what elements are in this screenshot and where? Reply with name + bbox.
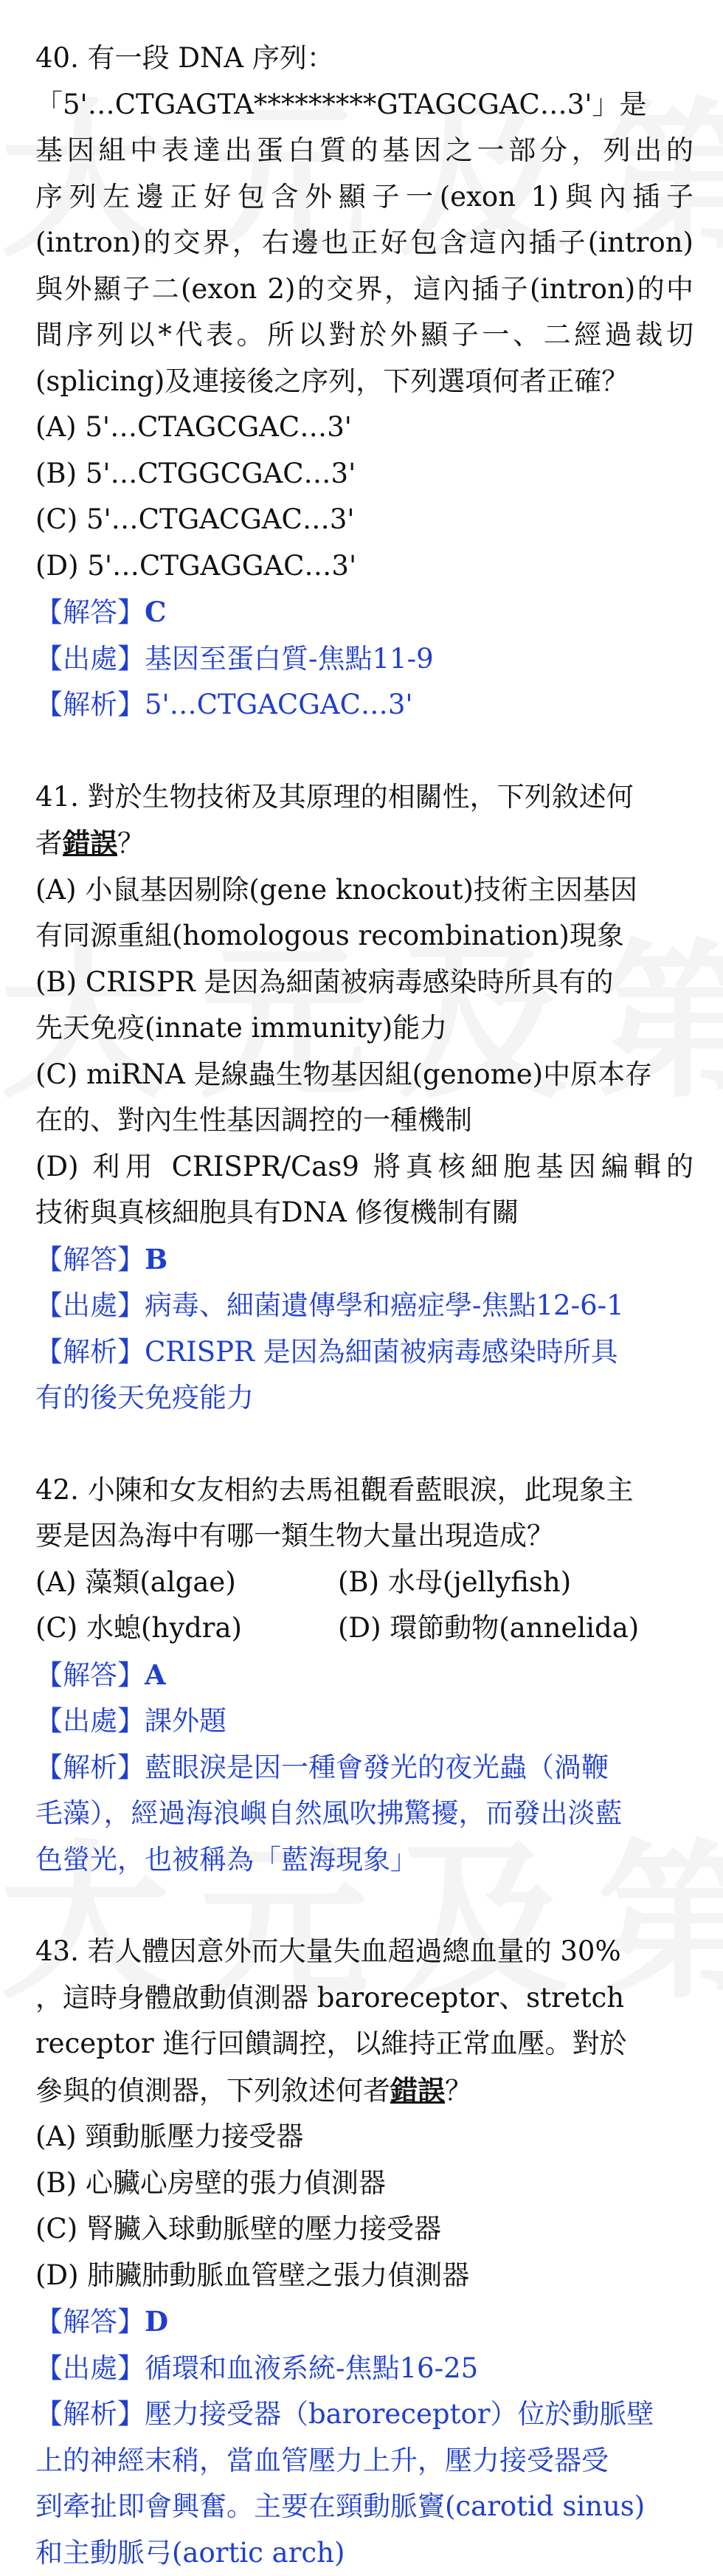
- option-row: [35, 1560, 693, 1606]
- option-a: (A) 5'…CTAGCGAC…3': [35, 404, 693, 451]
- explanation-line: [35, 682, 693, 729]
- question-stem-line: [35, 820, 693, 867]
- option-b: (B) 水母(jellyfish): [338, 1560, 571, 1606]
- question-43: [35, 1929, 693, 2576]
- answer-value: C: [145, 596, 166, 628]
- explanation-label: 【解析】: [35, 689, 145, 720]
- answer-line: [35, 589, 693, 636]
- question-stem-line: 基因組中表達出蛋白質的基因之一部分，列出的: [35, 128, 693, 174]
- question-stem-line: receptor 進行回饋調控，以維持正常血壓。對於: [35, 2021, 693, 2067]
- question-stem-line: [35, 1929, 693, 1975]
- question-stem-text: 對於生物技術及其原理的相關性，下列敘述何: [88, 781, 634, 813]
- source-line: [35, 2346, 693, 2392]
- answer-value: B: [145, 1243, 167, 1275]
- question-40: [35, 35, 693, 729]
- question-stem-line: 要是因為海中有哪一類生物大量出現造成？: [35, 1513, 693, 1560]
- question-stem-line: [35, 774, 693, 821]
- option-c: (C) 腎臟入球動脈壁的壓力接受器: [35, 2206, 693, 2253]
- source-label: 【出處】: [35, 1705, 145, 1737]
- question-stem-line: 間序列以*代表。所以對於外顯子一、二經過裁切: [35, 312, 693, 359]
- question-stem-line: 序列左邊正好包含外顯子一(exon 1)與內插子: [35, 174, 693, 221]
- explanation-label: 【解析】: [35, 1752, 145, 1783]
- source-label: 【出處】: [35, 1289, 145, 1321]
- option-c-cont: 在的、對內生性基因調控的一種機制: [35, 1098, 693, 1144]
- explanation-text: 壓力接受器（baroreceptor）位於動脈壁: [145, 2398, 654, 2430]
- option-d: (D) 環節動物(annelida): [338, 1605, 639, 1652]
- question-42: [35, 1467, 693, 1884]
- emphasis-text: 錯誤: [63, 827, 117, 859]
- source-label: 【出處】: [35, 643, 145, 675]
- option-c: (C) 水螅(hydra): [35, 1605, 338, 1652]
- source-value: 循環和血液系統-焦點16-25: [145, 2352, 478, 2384]
- source-line: [35, 1283, 693, 1329]
- explanation-line: 到牽扯即會興奮。主要在頸動脈竇(carotid sinus): [35, 2484, 693, 2530]
- explanation-line: 色螢光，也被稱為「藍海現象」: [35, 1837, 693, 1884]
- explanation-line: [35, 2391, 693, 2438]
- answer-line: [35, 2298, 693, 2346]
- question-stem-text: ？: [445, 2075, 472, 2107]
- answer-value: D: [145, 2305, 168, 2338]
- explanation-label: 【解析】: [35, 1336, 145, 1368]
- answer-label: 【解答】: [35, 1659, 145, 1691]
- option-d-cont: 技術與真核細胞具有DNA 修復機制有關: [35, 1190, 693, 1236]
- option-a: (A) 小鼠基因剔除(gene knockout)技術主因基因: [35, 867, 693, 914]
- question-stem-line: (splicing)及連接後之序列，下列選項何者正確？: [35, 359, 693, 405]
- question-number: 42.: [35, 1474, 79, 1506]
- option-b: (B) 心臟心房壁的張力偵測器: [35, 2160, 693, 2207]
- source-value: 基因至蛋白質-焦點11-9: [145, 643, 434, 675]
- option-d: (D) 肺臟肺動脈血管壁之張力偵測器: [35, 2253, 693, 2299]
- option-a: (A) 藻類(algae): [35, 1560, 338, 1606]
- option-d: (D) 5'…CTGAGGAC…3': [35, 543, 693, 590]
- question-stem-text: 若人體因意外而大量失血超過總血量的 30%: [88, 1935, 621, 1967]
- explanation-line: 毛藻），經過海浪嶼自然風吹拂驚擾，而發出淡藍: [35, 1791, 693, 1837]
- option-b-cont: 先天免疫(innate immunity)能力: [35, 1005, 693, 1052]
- explanation-text: CRISPR 是因為細菌被病毒感染時所具: [145, 1336, 618, 1368]
- source-line: [35, 636, 693, 683]
- option-c: (C) 5'…CTGACGAC…3': [35, 497, 693, 543]
- question-stem-text: 有一段 DNA 序列：: [88, 42, 334, 74]
- explanation-text: 5'…CTGACGAC…3': [145, 689, 413, 720]
- question-stem-line: 與外顯子二(exon 2)的交界，這內插子(intron)的中: [35, 266, 693, 313]
- option-c: (C) miRNA 是線蟲生物基因組(genome)中原本存: [35, 1052, 693, 1098]
- answer-line: [35, 1652, 693, 1699]
- explanation-line: [35, 1329, 693, 1376]
- explanation-line: [35, 1745, 693, 1791]
- answer-label: 【解答】: [35, 2306, 145, 2338]
- answer-line: [35, 1236, 693, 1284]
- explanation-line: 上的神經末稍，當血管壓力上升，壓力接受器受: [35, 2438, 693, 2484]
- question-stem-line: 「5'…CTGAGTA*********GTAGCGAC…3'」是: [35, 82, 693, 128]
- source-value: 病毒、細菌遺傳學和癌症學-焦點12-6-1: [145, 1289, 624, 1321]
- question-stem-line: (intron)的交界，右邊也正好包含這內插子(intron): [35, 220, 693, 266]
- question-stem-text: 小陳和女友相約去馬祖觀看藍眼淚，此現象主: [88, 1474, 634, 1506]
- option-b: (B) CRISPR 是因為細菌被病毒感染時所具有的: [35, 960, 693, 1006]
- question-stem-text: ？: [117, 827, 145, 859]
- source-line: [35, 1698, 693, 1745]
- question-stem-line: ，這時身體啟動偵測器 baroreceptor、stretch: [35, 1975, 693, 2022]
- question-number: 43.: [35, 1935, 79, 1967]
- option-row: [35, 1605, 693, 1652]
- question-number: 41.: [35, 781, 79, 813]
- question-stem-line: [35, 35, 693, 82]
- question-number: 40.: [35, 42, 79, 74]
- option-b: (B) 5'…CTGGCGAC…3': [35, 451, 693, 497]
- explanation-line: 和主動脈弓(aortic arch): [35, 2530, 693, 2576]
- option-a-cont: 有同源重組(homologous recombination)現象: [35, 913, 693, 960]
- question-stem-line: [35, 1467, 693, 1514]
- question-stem-text: 參與的偵測器，下列敘述何者: [35, 2075, 390, 2107]
- question-stem-text: 者: [35, 827, 63, 859]
- explanation-text: 藍眼淚是因一種會發光的夜光蟲（渦鞭: [145, 1752, 609, 1783]
- explanation-label: 【解析】: [35, 2398, 145, 2430]
- source-value: 課外題: [145, 1705, 226, 1737]
- emphasis-text: 錯誤: [390, 2074, 445, 2107]
- answer-label: 【解答】: [35, 1244, 145, 1275]
- source-label: 【出處】: [35, 2352, 145, 2384]
- answer-label: 【解答】: [35, 596, 145, 628]
- explanation-line: 有的後天免疫能力: [35, 1375, 693, 1422]
- question-41: [35, 774, 693, 1422]
- option-a: (A) 頸動脈壓力接受器: [35, 2114, 693, 2160]
- question-stem-line: [35, 2067, 693, 2115]
- option-d: (D) 利用 CRISPR/Cas9 將真核細胞基因編輯的: [35, 1144, 693, 1191]
- answer-value: A: [145, 1659, 166, 1691]
